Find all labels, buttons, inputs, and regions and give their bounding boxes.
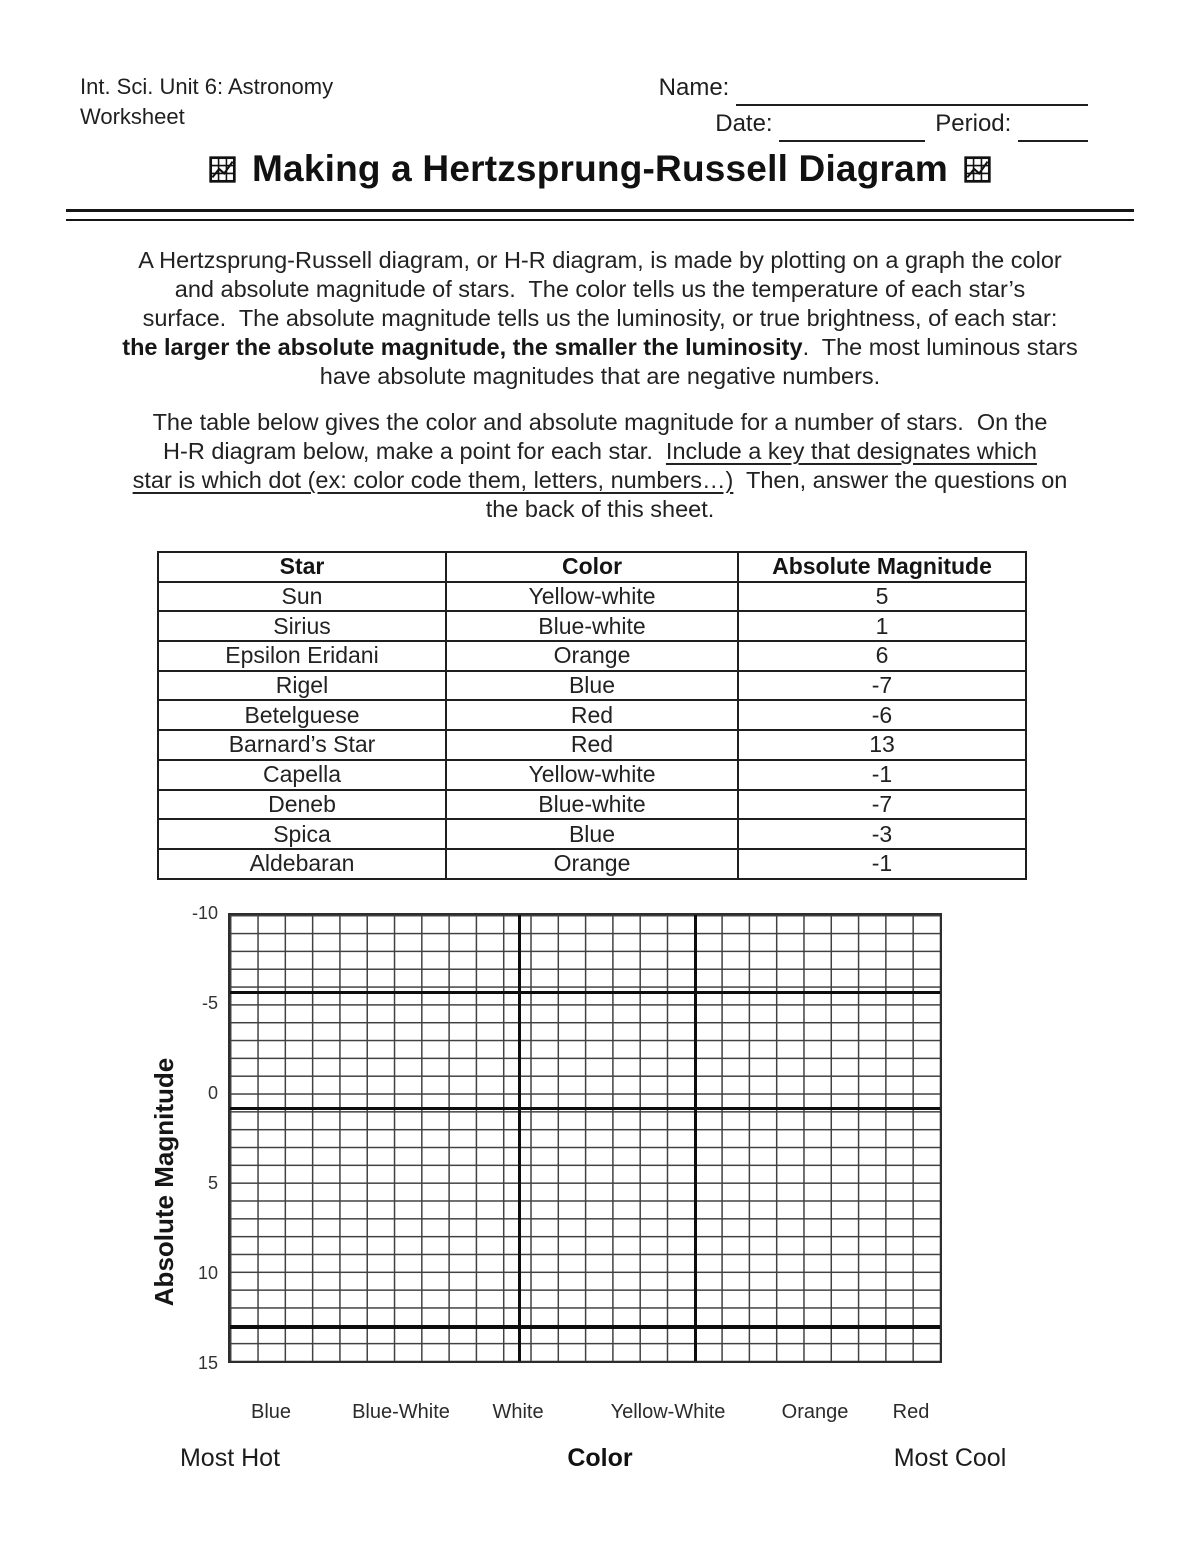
table-row [158, 582, 1026, 612]
grid-bold-vline [518, 915, 522, 1361]
most-hot-label: Most Hot [179, 1444, 281, 1472]
hr-diagram-grid [228, 913, 942, 1363]
star-color: Red [446, 730, 738, 760]
name-blank-line [736, 80, 1088, 106]
table-header-row [158, 552, 1026, 582]
intro-line-rest: . The most luminous stars [802, 334, 1078, 360]
star-magnitude: -1 [738, 849, 1026, 879]
star-magnitude: 1 [738, 611, 1026, 641]
grid-bold-hline [230, 1325, 940, 1329]
table-row [158, 760, 1026, 790]
table-row [158, 641, 1026, 671]
table-row [158, 611, 1026, 641]
table-row [158, 790, 1026, 820]
star-color: Orange [446, 849, 738, 879]
instructions-line: The table below gives the color and absolute magnitude for a number of stars. On the [152, 409, 1048, 435]
instructions-line [60, 437, 1140, 466]
student-info [659, 70, 1088, 142]
star-color: Yellow-white [446, 760, 738, 790]
x-tick-label: Blue-White [352, 1401, 450, 1423]
star-magnitude: -6 [738, 700, 1026, 730]
y-tick-label: 0 [207, 1083, 218, 1103]
star-name: Sun [158, 582, 446, 612]
star-name: Capella [158, 760, 446, 790]
star-color: Red [446, 700, 738, 730]
instructions-line: the back of this sheet. [485, 496, 715, 522]
star-name: Deneb [158, 790, 446, 820]
x-tick-label: Blue [250, 1401, 292, 1423]
column-header-color: Color [446, 552, 738, 582]
y-tick-label: 10 [197, 1263, 218, 1283]
grid-bold-hline [230, 1107, 940, 1111]
star-magnitude: 5 [738, 582, 1026, 612]
instructions-plain: Then, answer the questions on [733, 467, 1068, 493]
instructions-paragraph [60, 408, 1140, 524]
grid-chart-icon [964, 156, 991, 183]
x-axis-title: Color [567, 1444, 633, 1472]
table-row [158, 819, 1026, 849]
course-info [80, 72, 333, 132]
course-line-2: Worksheet [80, 104, 185, 129]
name-label: Name: [658, 74, 730, 101]
intro-paragraph [60, 246, 1140, 391]
date-label: Date: [715, 110, 773, 137]
instructions-plain: H-R diagram below, make a point for each star. [163, 438, 666, 464]
intro-line: and absolute magnitude of stars. The color tells us the temperature of each star’s [174, 276, 1026, 302]
star-name: Aldebaran [158, 849, 446, 879]
period-label: Period: [935, 110, 1012, 137]
star-color: Blue-white [446, 790, 738, 820]
star-data-table [157, 551, 1027, 880]
y-axis-title: Absolute Magnitude [149, 1057, 179, 1307]
star-color: Yellow-white [446, 582, 738, 612]
column-header-magnitude: Absolute Magnitude [738, 552, 1026, 582]
page-title: Making a Hertzsprung-Russell Diagram [252, 148, 948, 189]
table-row [158, 849, 1026, 879]
instructions-line [60, 466, 1140, 495]
intro-line: have absolute magnitudes that are negative numbers. [319, 363, 881, 389]
course-line-1: Int. Sci. Unit 6: Astronomy [80, 74, 334, 99]
star-name: Rigel [158, 671, 446, 701]
title-divider [66, 209, 1134, 221]
instructions-underlined-phrase: Include a key that designates which [665, 438, 1037, 464]
intro-bold-phrase: the larger the absolute magnitude, the smaller the luminosity [122, 334, 803, 360]
table-row [158, 730, 1026, 760]
column-header-star: Star [158, 552, 446, 582]
star-color: Blue-white [446, 611, 738, 641]
grid-bold-hline [230, 991, 940, 995]
star-name: Sirius [158, 611, 446, 641]
y-tick-label: -10 [191, 903, 218, 923]
date-period-line [659, 106, 1088, 142]
star-name: Betelguese [158, 700, 446, 730]
star-magnitude: 13 [738, 730, 1026, 760]
y-tick-label: 15 [197, 1353, 218, 1373]
date-blank-line [779, 116, 925, 142]
instructions-underlined-phrase: star is which dot (ex: color code them, letters, numbers…) [132, 467, 734, 493]
x-tick-label: Red [892, 1401, 930, 1423]
star-color: Blue [446, 671, 738, 701]
intro-line [60, 333, 1140, 362]
table-row [158, 671, 1026, 701]
table-row [158, 700, 1026, 730]
star-magnitude: -3 [738, 819, 1026, 849]
intro-line: surface. The absolute magnitude tells us the luminosity, or true brightness, of each star: [142, 305, 1058, 331]
x-tick-label: White [492, 1401, 544, 1423]
x-tick-label: Orange [781, 1401, 849, 1423]
intro-line: A Hertzsprung-Russell diagram, or H-R diagram, is made by plotting on a graph the color [138, 247, 1062, 273]
star-color: Orange [446, 641, 738, 671]
grid-chart-icon [209, 156, 236, 183]
star-name: Spica [158, 819, 446, 849]
most-cool-label: Most Cool [893, 1444, 1007, 1472]
star-name: Barnard’s Star [158, 730, 446, 760]
x-tick-label: Yellow-White [610, 1401, 726, 1423]
star-magnitude: -1 [738, 760, 1026, 790]
star-magnitude: -7 [738, 790, 1026, 820]
title-row [0, 148, 1200, 190]
star-magnitude: 6 [738, 641, 1026, 671]
star-color: Blue [446, 819, 738, 849]
y-tick-label: 5 [207, 1173, 218, 1193]
grid-bold-vline [694, 915, 698, 1361]
name-line [659, 70, 1088, 106]
y-tick-label: -5 [201, 993, 218, 1013]
star-name: Epsilon Eridani [158, 641, 446, 671]
period-blank-line [1018, 116, 1088, 142]
star-magnitude: -7 [738, 671, 1026, 701]
